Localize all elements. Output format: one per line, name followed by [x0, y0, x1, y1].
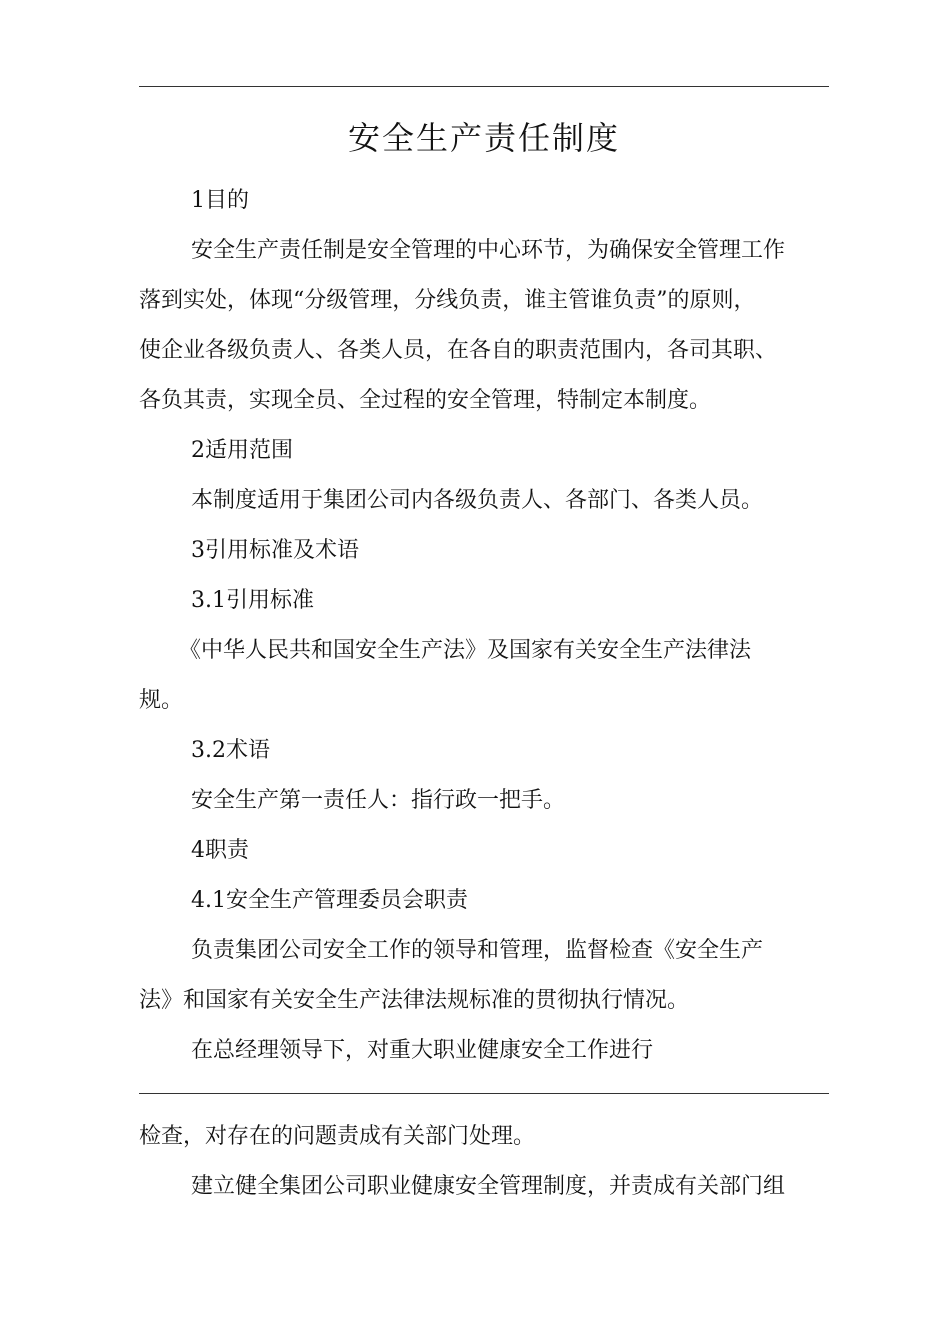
paragraph-line: 落到实处，体现“分级管理，分线负责，谁主管谁负责”的原则， [139, 288, 756, 313]
paragraph-line: 《中华人民共和国安全生产法》及国家有关安全生产法律法 [179, 638, 752, 663]
page-break-rule [139, 1093, 829, 1094]
paragraph-line: 安全生产责任制是安全管理的中心环节，为确保安全管理工作 [191, 238, 786, 263]
paragraph-purpose [139, 226, 829, 426]
document-title: 安全生产责任制度 [347, 119, 620, 157]
paragraph-standards [139, 626, 829, 726]
paragraph-line: 规。 [139, 688, 184, 713]
subsection-heading-terms: 3.2术语 [191, 738, 270, 763]
paragraph-line: 法》和国家有关安全生产法律法规标准的贯彻执行情况。 [139, 988, 690, 1013]
paragraph-scope: 本制度适用于集团公司内各级负责人、各部门、各类人员。 [191, 488, 764, 513]
paragraph-continued [139, 1112, 829, 1162]
section-heading-duties: 4职责 [191, 838, 249, 863]
section-heading-scope: 2适用范围 [191, 438, 293, 463]
top-rule [139, 86, 829, 87]
paragraph-line: 使企业各级负责人、各类人员，在各自的职责范围内，各司其职、 [139, 338, 778, 363]
paragraph-line: 各负其责，实现全员、全过程的安全管理，特制定本制度。 [139, 388, 712, 413]
paragraph-establish-system: 建立健全集团公司职业健康安全管理制度，并责成有关部门组 [191, 1174, 786, 1199]
paragraph-general-manager: 在总经理领导下，对重大职业健康安全工作进行 [191, 1038, 654, 1063]
paragraph-line: 检查，对存在的问题责成有关部门处理。 [139, 1124, 536, 1149]
subsection-heading-standards: 3.1引用标准 [191, 588, 314, 613]
section-heading-references: 3引用标准及术语 [191, 538, 359, 563]
paragraph-terms: 安全生产第一责任人：指行政一把手。 [191, 788, 566, 813]
section-heading-purpose: 1目的 [191, 188, 249, 213]
paragraph-line: 负责集团公司安全工作的领导和管理，监督检查《安全生产 [191, 938, 764, 963]
subsection-heading-committee-duties: 4.1安全生产管理委员会职责 [191, 888, 468, 913]
paragraph-committee-duties [139, 926, 829, 1026]
